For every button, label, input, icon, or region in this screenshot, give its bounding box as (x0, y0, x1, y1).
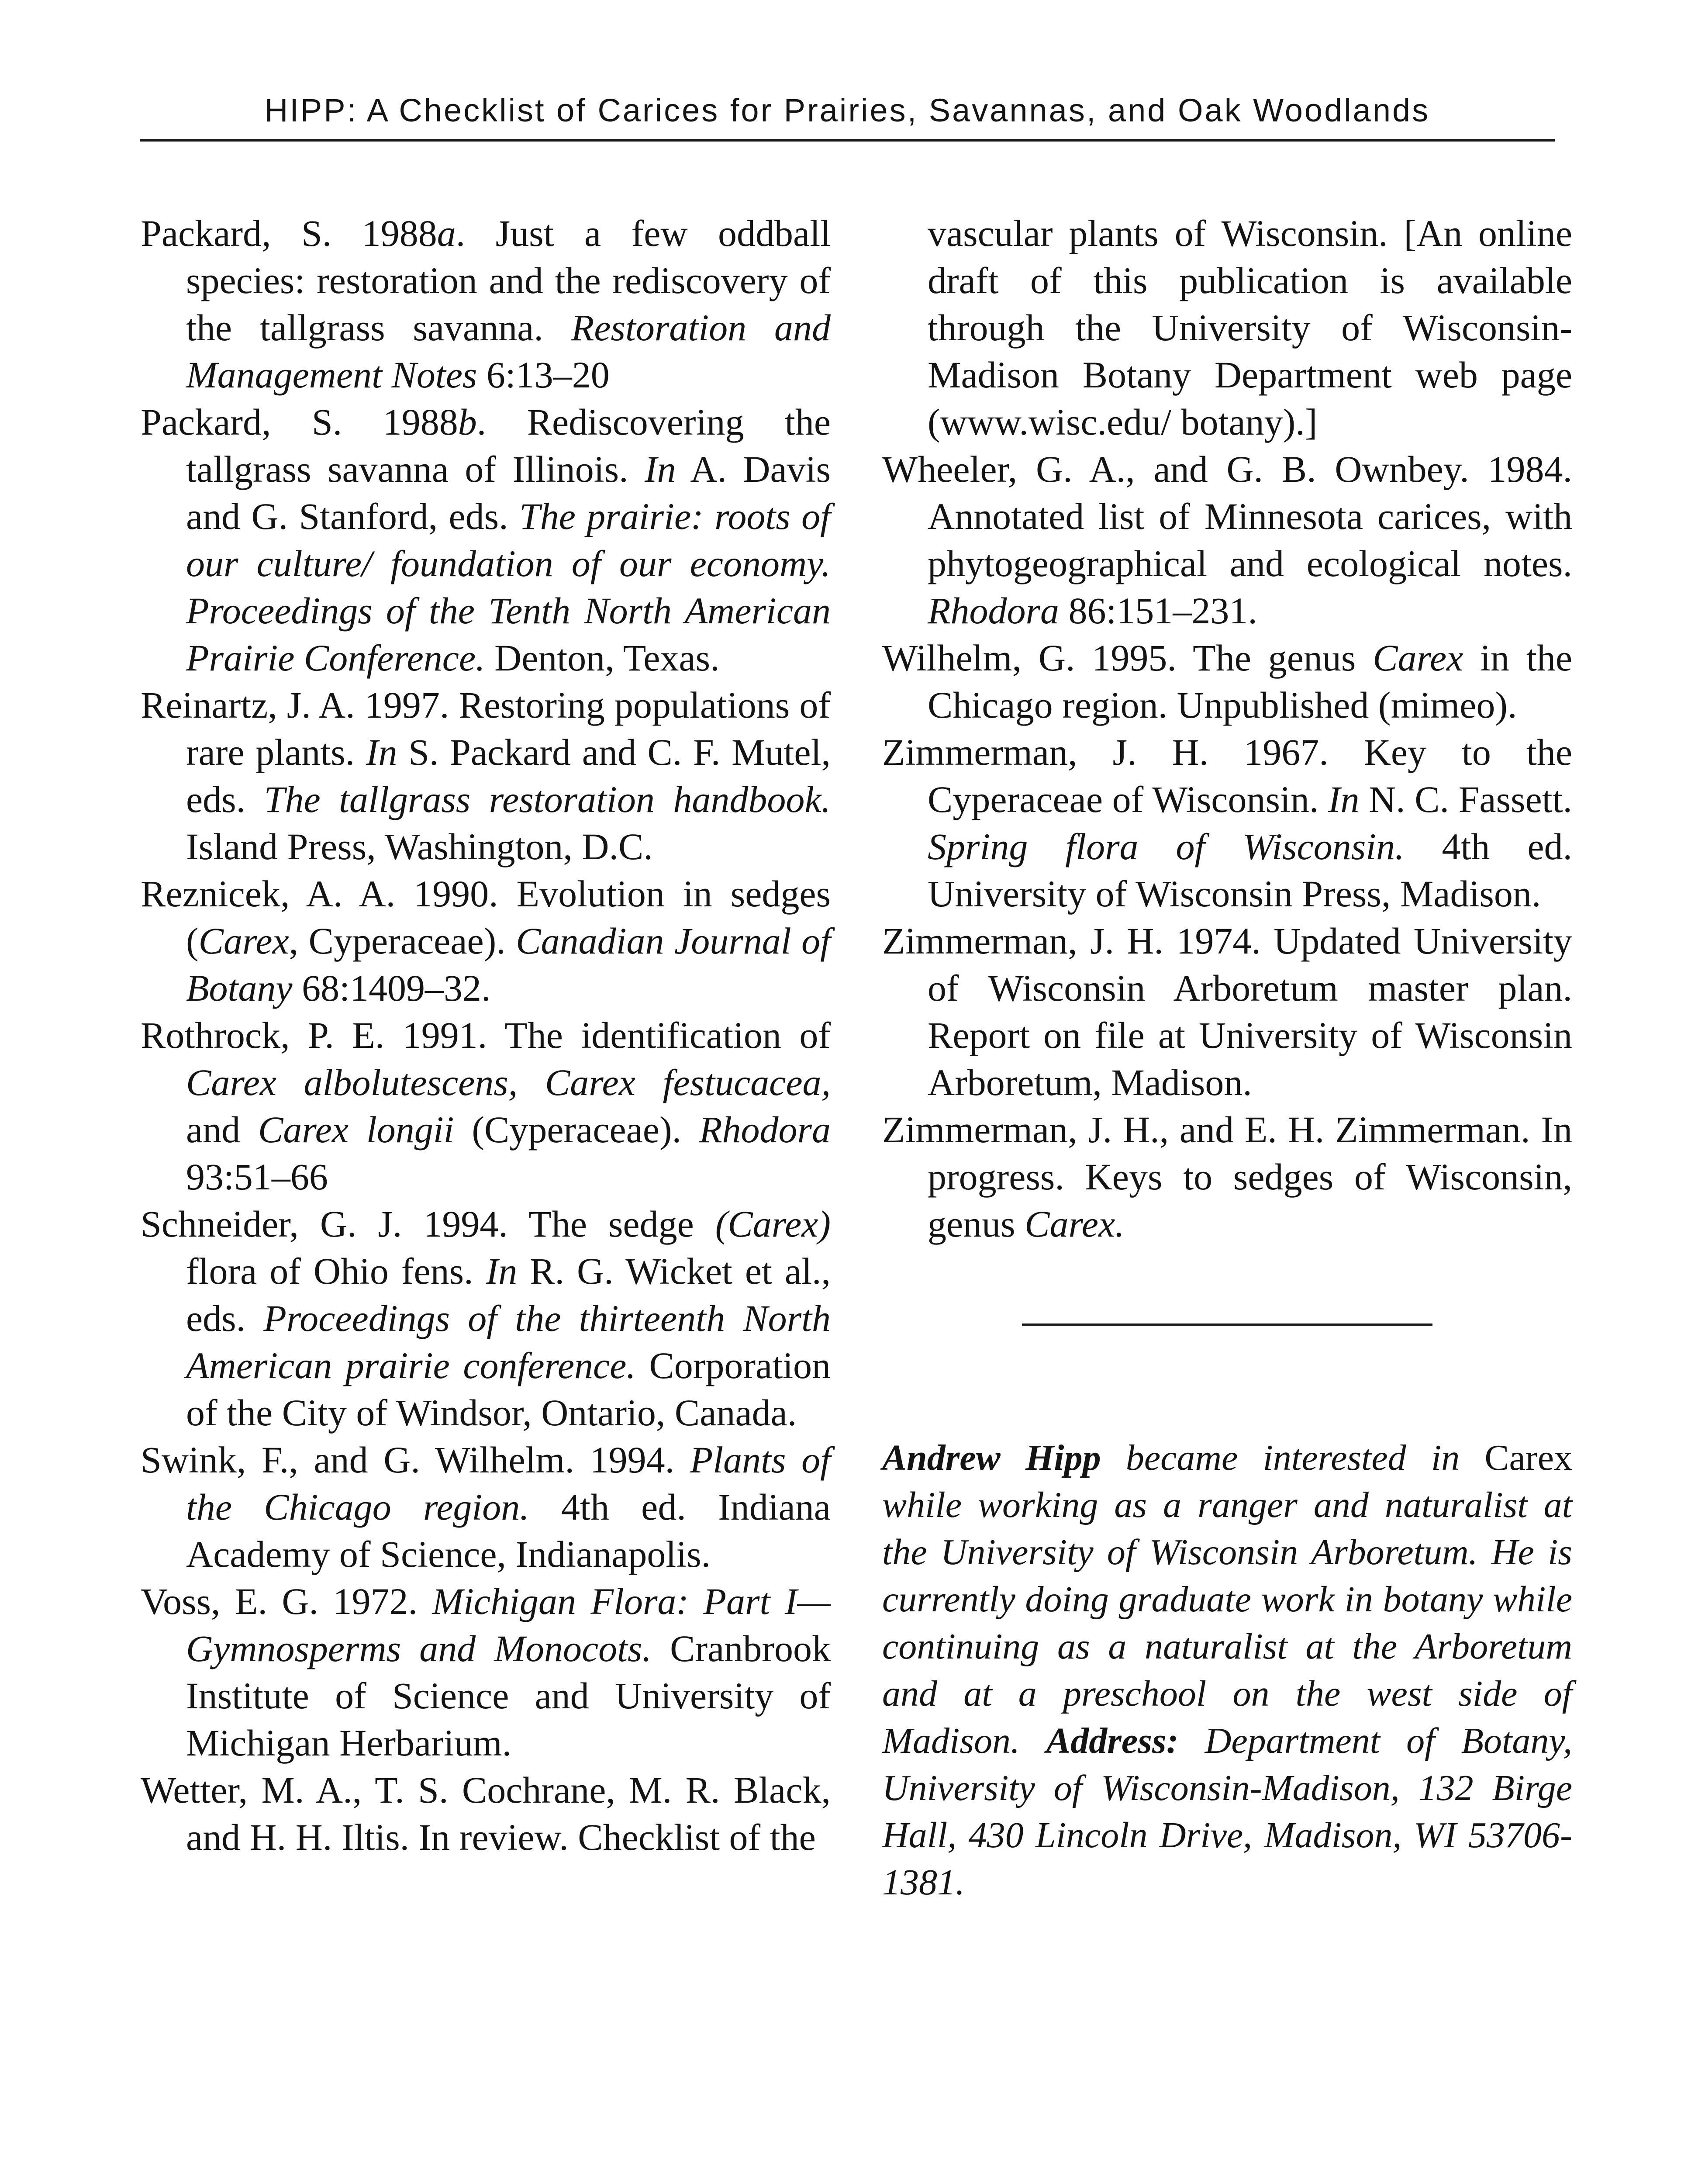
running-head: HIPP: A Checklist of Carices for Prairies, Savannas, and Oak Woodlands (264, 92, 1430, 128)
section-divider (1022, 1324, 1432, 1326)
references-right-column (882, 210, 1572, 1248)
references-left-column (141, 210, 831, 1861)
reference-entry: Wilhelm, G. 1995. The genus Carex in the Chicago region. Unpublished (mimeo). (882, 637, 1572, 726)
reference-entry: Schneider, G. J. 1994. The sedge (Carex) flora of Ohio fens. In R. G. Wicket et al., eds. Proceedings of the thirteenth North American prairie conference. Corporation of the City of Windsor, Ontario, Canada. (141, 1203, 831, 1434)
reference-entry: Packard, S. 1988b. Rediscovering the tallgrass savanna of Illinois. In A. Davis and G. Stanford, eds. The prairie: roots of our culture/ foundation of our economy. Proceedings of the Tenth North American Prairie Conference. Denton, Texas. (141, 401, 831, 679)
reference-entry: Reinartz, J. A. 1997. Restoring populations of rare plants. In S. Packard and C. F. Mutel, eds. The tallgrass restoration handbook. Island Press, Washington, D.C. (141, 684, 831, 867)
author-name: Andrew Hipp (882, 1438, 1101, 1478)
author-bio: Andrew Hipp became interested in Carex while working as a ranger and naturalist at the University of Wisconsin Arboretum. He is currently doing graduate work in botany while continuing as a naturalist at the Arboretum and at a preschool on the west side of Madison. Address: Department of Botany, University of Wisconsin-Madison, 132 Birge Hall, 430 Lincoln Drive, Madison, WI 53706-1381. (882, 1438, 1572, 1903)
reference-entry: Wetter, M. A., T. S. Cochrane, M. R. Black, and H. H. Iltis. In review. Checklist of the (141, 1769, 831, 1858)
reference-entry: Swink, F., and G. Wilhelm. 1994. Plants of the Chicago region. 4th ed. Indiana Academy of Science, Indianapolis. (141, 1439, 831, 1575)
reference-entry: Rothrock, P. E. 1991. The identification of Carex albolutescens, Carex festucacea, and Carex longii (Cyperaceae). Rhodora 93:51–66 (141, 1014, 831, 1198)
reference-entry: Voss, E. G. 1972. Michigan Flora: Part I—Gymnosperms and Monocots. Cranbrook Institute of Science and University of Michigan Herbarium. (141, 1580, 831, 1764)
address-label: Address: (1046, 1721, 1179, 1761)
reference-entry: Reznicek, A. A. 1990. Evolution in sedges (Carex, Cyperaceae). Canadian Journal of Botany 68:1409–32. (141, 873, 831, 1009)
reference-entry: Zimmerman, J. H. 1967. Key to the Cyperaceae of Wisconsin. In N. C. Fassett. Spring flora of Wisconsin. 4th ed. University of Wisconsin Press, Madison. (882, 731, 1572, 915)
reference-entry: Zimmerman, J. H., and E. H. Zimmerman. In progress. Keys to sedges of Wisconsin, genus Carex. (882, 1109, 1572, 1245)
header-rule (140, 139, 1555, 142)
reference-entry: Packard, S. 1988a. Just a few oddball species: restoration and the rediscovery of the tallgrass savanna. Restoration and Management Notes 6:13–20 (141, 212, 831, 396)
reference-continuation: vascular plants of Wisconsin. [An online draft of this publication is available through the University of Wisconsin-Madison Botany Department web page (www.wisc.edu/ botany).] (928, 212, 1572, 443)
reference-entry: Wheeler, G. A., and G. B. Ownbey. 1984. Annotated list of Minnesota carices, with phytogeographical and ecological notes. Rhodora 86:151–231. (882, 448, 1572, 632)
reference-entry: Zimmerman, J. H. 1974. Updated University of Wisconsin Arboretum master plan. Report on file at University of Wisconsin Arboretum, Madison. (882, 920, 1572, 1103)
